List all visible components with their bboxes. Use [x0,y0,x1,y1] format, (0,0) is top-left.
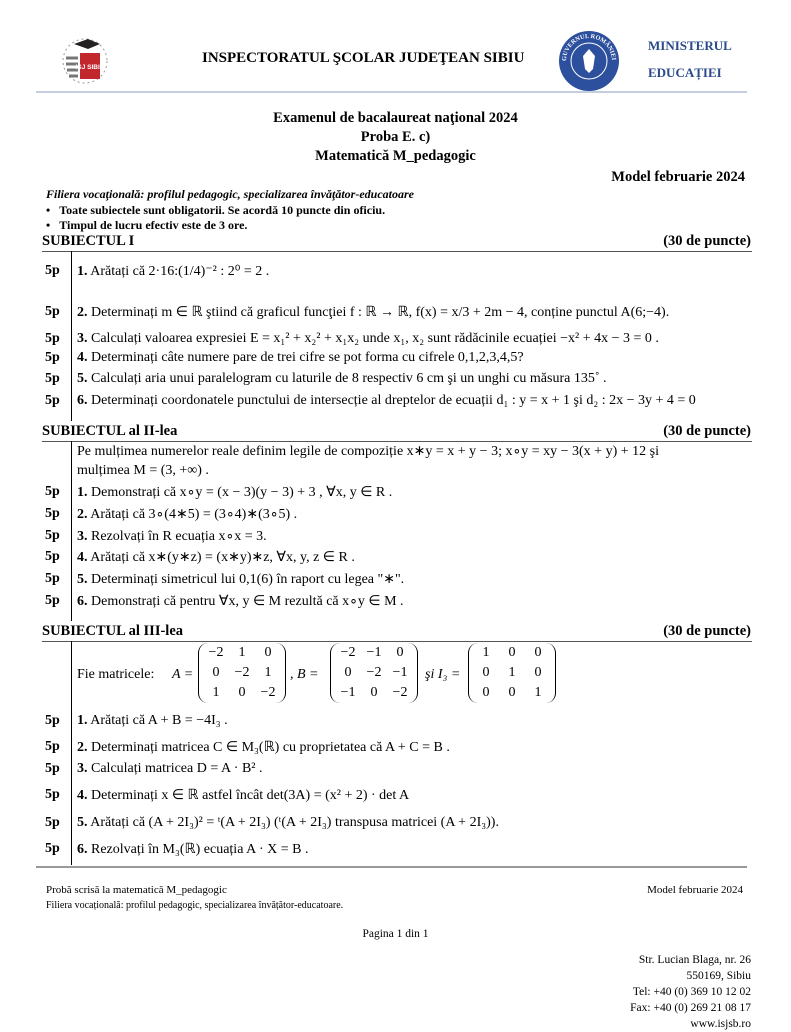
matrix-cell: 0 [212,665,220,680]
problem-text: Arătați că 2·16:(1/4)⁻² : 2⁰ = 2 . [90,264,270,279]
page-number: Pagina 1 din 1 [362,928,429,940]
problem-text: Calculați matricea D = A · B² . [91,761,263,776]
problem-item [77,571,404,588]
matrix-b-label: , B = [290,667,319,682]
points-label: 5p [45,528,60,543]
matrix-cell: 0 [482,685,490,700]
gov-logo-text: GUVERNUL ROMÂNIEI [560,32,618,62]
problem-text: Arătați că (A + 2I₃)² = ᵗ(A + 2I₃) (ᵗ(A + 2I₃) transpusa matricei (A + 2I₃)). [90,815,499,830]
matrix-cell: 1 [482,645,490,660]
matrix-cell: 0 [344,665,352,680]
points-label: 5p [45,549,60,564]
subject-1-points: (30 de puncte) [663,233,751,249]
matrix-a-label: A = [172,667,194,682]
problem-number: 3. [77,331,88,346]
matrix-cell: 0 [508,645,516,660]
points-label: 5p [45,815,60,830]
matrix-cell: 0 [264,645,272,660]
matrix-cell: 1 [212,685,220,700]
model-label: Model februarie 2024 [611,169,745,185]
problem-text: Calculați aria unui paralelogram cu laturile de 8 respectiv 6 cm şi un unghi cu măsura 135˚ . [91,371,607,386]
matrix-cell: 0 [482,665,490,680]
problem-number: 6. [77,594,88,609]
instruction-1: • Toate subiectele sunt obligatorii. Se acordă 10 puncte din oficiu. [46,203,386,217]
matrix-cell: 0 [508,685,516,700]
problem-number: 1. [77,713,88,728]
problem-number: 6. [77,393,88,408]
problem-text: Rezolvați în M₃(ℝ) ecuația A · X = B . [91,842,309,857]
problem-text: Determinați coordonatele punctului de intersecție al dreptelor de ecuații d₁ : y = x + 1 şi d₂ : 2x − 3y + 4 = 0 [91,393,696,408]
problem-number: 6. [77,842,88,857]
matrix-cell: 1 [534,685,542,700]
problem-text: Determinați câte numere pare de trei cifre se pot forma cu cifrele 0,1,2,3,4,5? [91,350,524,365]
exam-subject: Matematică M_pedagogic [315,148,476,164]
problem-text: Determinați m ∈ ℝ ştiind că graficul funcţiei f : ℝ → ℝ, f(x) = x/3 + 2m − 4, conține punctul A(6;−4). [91,305,670,320]
column-divider [71,641,72,865]
problem-number: 5. [77,572,88,587]
problem-text: Arătați că 3∘(4∗5) = (3∘4)∗(3∘5) . [90,507,298,522]
problem-text: Demonstrați că pentru ∀x, y ∈ M rezultă că x∘y ∈ M . [91,594,404,609]
points-label: 5p [45,304,60,319]
matrix-cell: −2 [392,685,408,700]
matrix-cell: −2 [234,665,250,680]
problem-item [77,506,297,523]
matrix-cell: −2 [260,685,276,700]
subject-2-title: SUBIECTUL al II-lea [42,423,178,439]
exam-test: Proba E. c) [360,129,431,145]
subject-2-points: (30 de puncte) [663,423,751,439]
problem-text: Determinați x ∈ ℝ astfel încât det(3A) = (x² + 2) · det A [91,788,410,803]
problem-number: 1. [77,264,88,279]
problem-text: Determinați matricea C ∈ M₃(ℝ) cu proprietatea că A + C = B . [91,740,450,755]
matrix-cell: 1 [238,645,246,660]
points-label: 5p [45,787,60,802]
subject-2-intro: Pe mulțimea numerelor reale definim legile de compoziție x∗y = x + y − 3; x∘y = xy − 3(x + y) + 12 şi [77,444,659,459]
problem-item [77,593,404,610]
problem-text: Calculați valoarea expresiei E = x₁² + x₂² + x₁x₂ unde x₁, x₂ sunt rădăcinile ecuației −x² + 4x − 3 = 0 . [91,331,659,346]
problem-item [77,393,696,409]
isj-logo-text: ISJ SIBIU [75,64,105,71]
problem-text: Rezolvați în R ecuația x∘x = 3. [91,529,267,544]
matrix-identity [468,643,556,703]
matrix-cell: 1 [264,665,272,680]
problem-item [77,484,392,501]
points-label: 5p [45,593,60,608]
problem-item [77,528,267,545]
institution-name: INSPECTORATUL ŞCOLAR JUDEŢEAN SIBIU [202,50,525,66]
points-label: 5p [45,263,60,278]
points-label: 5p [45,393,60,408]
problem-number: 3. [77,761,88,776]
footer-line-1: Probă scrisă la matematică M_pedagogic [46,884,227,896]
problem-number: 4. [77,788,88,803]
isj-sibiu-logo [60,28,110,94]
matrix-cell: −2 [208,645,224,660]
matrix-cell: −1 [340,685,356,700]
address-tel: Tel: +40 (0) 369 10 12 02 [632,986,751,998]
header-divider [36,91,747,93]
column-divider [71,441,72,621]
ministry-name-line1: MINISTERUL [648,38,732,53]
problem-text: Determinați simetricul lui 0,1(6) în raport cu legea "∗". [91,572,405,587]
section-divider [42,641,752,642]
footer-model: Model februarie 2024 [647,884,743,896]
address-fax: Fax: +40 (0) 269 21 08 17 [630,1002,751,1014]
section-divider [42,441,752,442]
problem-item [77,761,263,777]
matrices-intro: Fie matricele: [77,667,155,682]
problem-number: 2. [77,305,88,320]
problem-text: Arătați că x∗(y∗z) = (x∗y)∗z, ∀x, y, z ∈ R . [90,550,355,565]
points-label: 5p [45,571,60,586]
section-divider [42,251,752,252]
problem-item [77,350,524,366]
problem-item [77,841,309,858]
problem-item [77,304,669,321]
government-seal-logo [558,30,620,92]
subject-1-title: SUBIECTUL I [42,233,135,249]
problem-item [77,371,607,387]
matrix-i-label: şi I₃ = [425,667,461,682]
problem-number: 2. [77,507,88,522]
points-label: 5p [45,713,60,728]
subject-2-intro-set: mulțimea M = (3, +∞) . [77,463,209,478]
points-label: 5p [45,506,60,521]
address-street: Str. Lucian Blaga, nr. 26 [638,954,751,966]
problem-number: 4. [77,350,88,365]
problem-item [77,713,228,729]
matrix-b [330,643,418,703]
matrix-a [198,643,286,703]
problem-number: 5. [77,371,88,386]
address-website[interactable]: www.isjsb.ro [690,1018,751,1030]
points-label: 5p [45,350,60,365]
problem-item [77,739,450,756]
points-label: 5p [45,371,60,386]
column-divider [71,251,72,421]
problem-number: 1. [77,485,88,500]
matrix-cell: −2 [340,645,356,660]
instruction-2: • Timpul de lucru efectiv este de 3 ore. [46,218,248,232]
problem-number: 5. [77,815,88,830]
problem-item [77,815,499,831]
matrix-cell: 0 [370,685,378,700]
ministry-name-line2: EDUCAȚIEI [648,65,722,80]
problem-item [77,549,355,566]
matrix-cell: 0 [534,645,542,660]
problem-text: Arătați că A + B = −4I₃ . [90,713,228,728]
problem-number: 3. [77,529,88,544]
problem-item [77,263,269,280]
problem-text: Demonstrați că x∘y = (x − 3)(y − 3) + 3 , ∀x, y ∈ R . [91,485,393,500]
matrix-cell: −1 [366,645,382,660]
filiera-text: Filiera vocaţională: profilul pedagogic, specializarea învăţător-educatoare [46,187,414,201]
matrix-cell: −1 [392,665,408,680]
points-label: 5p [45,761,60,776]
problem-item [77,331,659,347]
footer-line-2: Filiera vocațională: profilul pedagogic, specializarea învățător-educatoare. [46,900,344,911]
problem-number: 2. [77,740,88,755]
address-city: 550169, Sibiu [686,970,751,982]
subject-3-points: (30 de puncte) [663,623,751,639]
matrix-cell: 0 [238,685,246,700]
matrix-cell: 0 [396,645,404,660]
matrix-cell: −2 [366,665,382,680]
points-label: 5p [45,841,60,856]
points-label: 5p [45,739,60,754]
problem-number: 4. [77,550,88,565]
address-block [630,952,751,1032]
matrix-cell: 0 [534,665,542,680]
subject-3-title: SUBIECTUL al III-lea [42,623,184,639]
footer-divider [36,866,747,868]
exam-title: Examenul de bacalaureat naţional 2024 [273,110,518,126]
points-label: 5p [45,484,60,499]
points-label: 5p [45,331,60,346]
problem-item [77,787,409,804]
matrix-cell: 1 [508,665,516,680]
